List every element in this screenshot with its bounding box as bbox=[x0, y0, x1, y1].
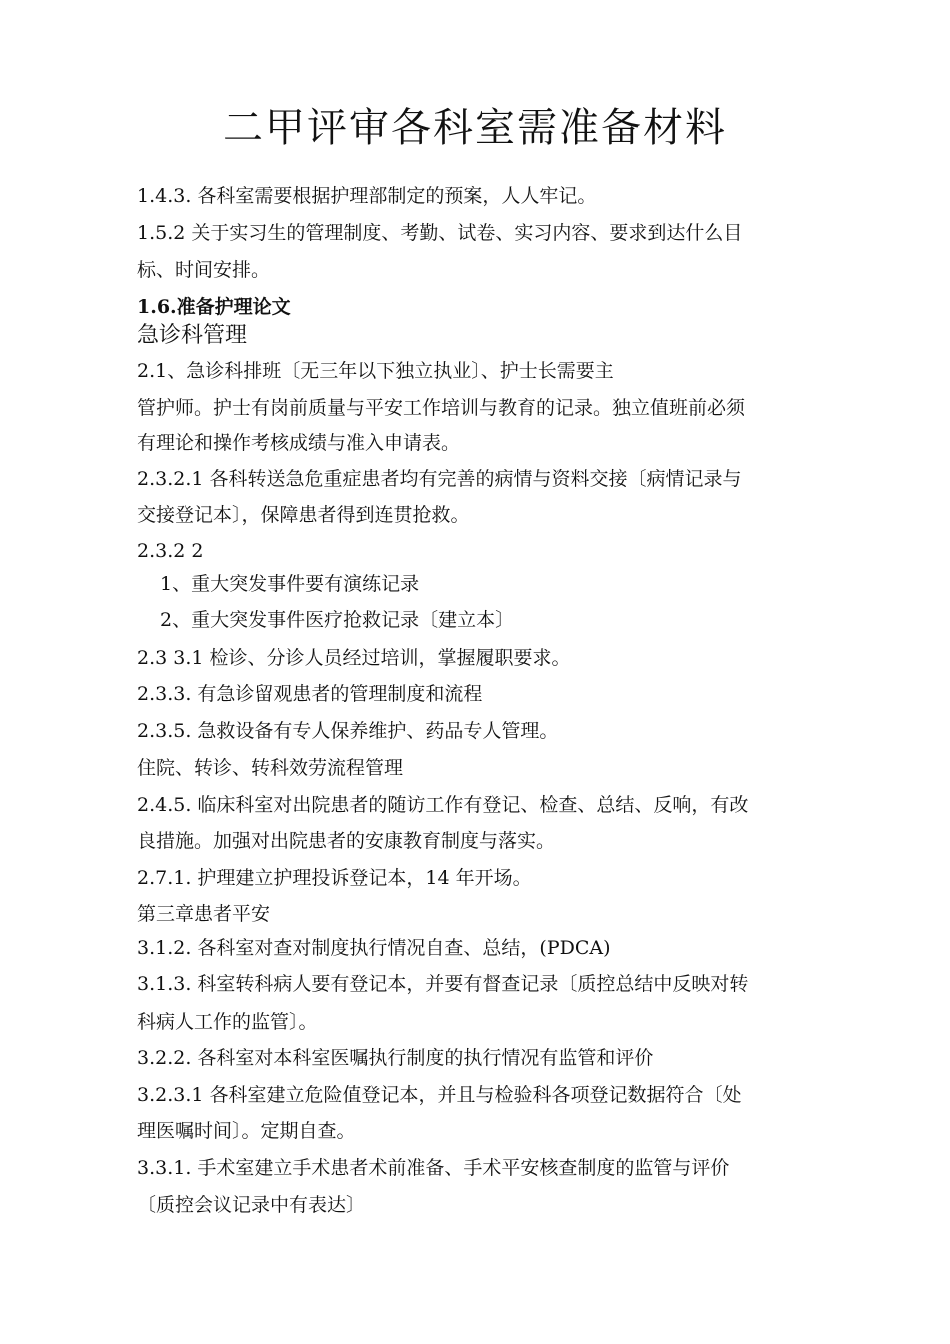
text-line: 科病人工作的监管〕。 bbox=[137, 1011, 318, 1033]
text-line: 3.1.3. 科室转科病人要有登记本，并要有督查记录〔质控总结中反映对转 bbox=[137, 973, 749, 995]
text-line: 2.4.5. 临床科室对出院患者的随访工作有登记、检查、总结、反响，有改 bbox=[137, 794, 749, 816]
text-line: 管护师。护士有岗前质量与平安工作培训与教育的记录。独立值班前必须 bbox=[137, 397, 746, 419]
text-line: 标、时间安排。 bbox=[137, 259, 271, 281]
section-heading: 第三章患者平安 bbox=[137, 903, 271, 925]
text-line: 〔质控会议记录中有表达〕 bbox=[137, 1194, 366, 1216]
section-heading: 1.6.准备护理论文 bbox=[137, 296, 291, 318]
text-line: 2、重大突发事件医疗抢救记录〔建立本〕 bbox=[160, 609, 515, 631]
text-line: 2.7.1. 护理建立护理投诉登记本，14 年开场。 bbox=[137, 867, 532, 889]
text-line: 2.3.3. 有急诊留观患者的管理制度和流程 bbox=[137, 683, 483, 705]
text-line: 良措施。加强对出院患者的安康教育制度与落实。 bbox=[137, 830, 556, 852]
text-line: 3.2.2. 各科室对本科室医嘱执行制度的执行情况有监管和评价 bbox=[137, 1047, 654, 1069]
text-line: 交接登记本〕，保障患者得到连贯抢救。 bbox=[137, 504, 470, 526]
text-line: 2.3.2 2 bbox=[137, 540, 204, 562]
text-line: 2.3.5. 急救设备有专人保养维护、药品专人管理。 bbox=[137, 720, 559, 742]
text-line: 2.3 3.1 检诊、分诊人员经过培训，掌握履职要求。 bbox=[137, 647, 571, 669]
document-title: 二甲评审各科室需准备材料 bbox=[223, 105, 727, 151]
text-line: 2.1、急诊科排班〔无三年以下独立执业〕、护士长需要主 bbox=[137, 360, 614, 382]
text-line: 1.5.2 关于实习生的管理制度、考勤、试卷、实习内容、要求到达什么目 bbox=[137, 222, 743, 244]
text-line: 3.1.2. 各科室对查对制度执行情况自查、总结，(PDCA) bbox=[137, 937, 611, 959]
text-line: 理医嘱时间〕。定期自查。 bbox=[137, 1120, 356, 1142]
text-line: 3.2.3.1 各科室建立危险值登记本，并且与检验科各项登记数据符合〔处 bbox=[137, 1084, 742, 1106]
text-line: 1、重大突发事件要有演练记录 bbox=[160, 573, 420, 595]
text-line: 1.4.3. 各科室需要根据护理部制定的预案，人人牢记。 bbox=[137, 185, 597, 207]
text-line: 有理论和操作考核成绩与准入申请表。 bbox=[137, 432, 461, 454]
text-line: 2.3.2.1 各科转送急危重症患者均有完善的病情与资料交接〔病情记录与 bbox=[137, 468, 742, 490]
section-heading: 急诊科管理 bbox=[137, 323, 248, 348]
text-line: 3.3.1. 手术室建立手术患者术前准备、手术平安核查制度的监管与评价 bbox=[137, 1157, 730, 1179]
section-heading: 住院、转诊、转科效劳流程管理 bbox=[137, 757, 404, 779]
